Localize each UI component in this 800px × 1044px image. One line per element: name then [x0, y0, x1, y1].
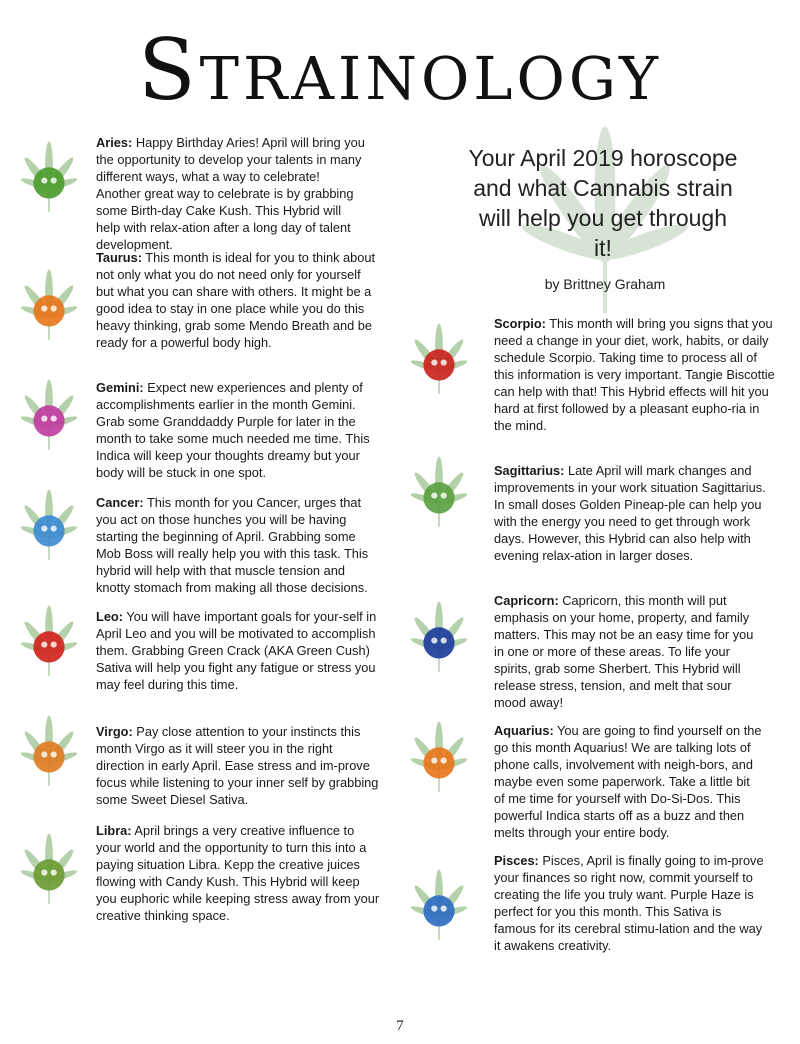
libra-scales-icon [10, 832, 88, 910]
sign-reading: This month will bring you signs that you need a change in your diet, work, habits, or daily schedule Scorpio. Taking time to process all of this information is very important. Tangie Biscottie can help with that! This Hybrid effects will hit you hard at first followed by a pleasant eupho-ria in the mind. [494, 316, 775, 433]
sign-reading: Pay close attention to your instincts this month Virgo as it will steer you in the right direction in early April. Ease stress and im-prove focus while listening to your inner self by grabbing some Sweet Diesel Sativa. [96, 724, 379, 807]
sign-name: Libra: [96, 823, 132, 838]
horoscope-text [96, 494, 381, 596]
sign-reading: This month is ideal for you to think about not only what you do not need only for yourself but what you can share with others. It might be a good idea to stay in one place while you do this heavy thinking, grab some Mendo Breath and be ready for a powerful body high. [96, 250, 376, 350]
article-headline: Your April 2019 horoscope and what Cannabis strain will help you get through it! [468, 145, 738, 261]
sign-reading: April brings a very creative influence to your world and the opportunity to turn this into a paying situation Libra. Kepp the creative juices flowing with Candy Kush. This Hybrid will keep you euphoric while keeping stress away from your creative thinking space. [96, 823, 380, 923]
horoscope-text [494, 462, 779, 564]
byline: by Brittney Graham [544, 276, 666, 292]
sign-reading: Late April will mark changes and improvements in your work situation Sagittarius. In small doses Golden Pineap-ple can help you with the energy you need to get through work days. However, this Hybrid can also help with evening relax-ation in larger doses. [494, 463, 766, 563]
sign-reading: Capricorn, this month will put emphasis on your home, property, and family matters. This may not be an easy time for you in one or more of these areas. To life your spirits, grab some Sherbert. This Hybrid will release stress, tension, and melt that sour mood away! [494, 593, 754, 710]
sign-reading: Expect new experiences and plenty of accomplishments earlier in the month Gemini. Grab some Granddaddy Purple for later in the month to take some much needed me time. This Indica will keep your thoughts dreamy but your body will be stuck in one spot. [96, 380, 370, 480]
virgo-maiden-icon [10, 714, 88, 792]
horoscope-text [96, 134, 366, 253]
horoscope-text [96, 249, 378, 351]
sign-name: Sagittarius: [494, 463, 565, 478]
page-number: 7 [396, 1018, 404, 1034]
horoscope-text [96, 608, 381, 693]
horoscope-text [494, 315, 776, 434]
horoscope-text [96, 822, 381, 924]
sign-name: Leo: [96, 609, 124, 624]
horoscope-text [494, 852, 764, 954]
sagittarius-archer-icon [400, 455, 478, 533]
horoscope-text [494, 722, 764, 841]
sign-name: Aries: [96, 135, 133, 150]
sign-name: Capricorn: [494, 593, 559, 608]
masthead-title: Strainology [138, 21, 662, 119]
sign-reading: Happy Birthday Aries! April will bring you the opportunity to develop your talents in many different ways, what a way to celebrate! Another great way to celebrate is by grabbing some Birth-day Cake Kush. This Hybrid will help with relax-ation after a long day of talent development. [96, 135, 365, 252]
gemini-twins-icon [10, 378, 88, 456]
capricorn-goat-icon [400, 600, 478, 678]
cancer-crab-icon [10, 488, 88, 566]
sign-name: Scorpio: [494, 316, 546, 331]
sign-name: Cancer: [96, 495, 144, 510]
sign-reading: This month for you Cancer, urges that you act on those hunches you will be having starting the beginning of April. Grabbing some Mob Boss will really help you with this task. This hybrid will help with that muscle tension and knotty stomach from making all those decisions. [96, 495, 369, 595]
sign-name: Taurus: [96, 250, 142, 265]
sign-reading: Pisces, April is finally going to im-prove your finances so right now, commit yourself to creating the life you truly want. Purple Haze is perfect for you this month. This Sativa is famous for its cerebral stimu-lation and the way it awakens creativity. [494, 853, 764, 953]
scorpio-scorpion-icon [400, 322, 478, 400]
sign-reading: You are going to find yourself on the go this month Aquarius! We are talking lots of phone calls, involvement with neigh-bors, and maybe even some paperwork. Take a little bit of me time for yourself with Do-Si-Dos. This powerful Indica starts off as a buzz and then melts through your entire body. [494, 723, 762, 840]
taurus-bull-icon [10, 268, 88, 346]
leo-lion-icon [10, 604, 88, 682]
aries-ram-icon [10, 140, 88, 218]
sign-reading: You will have important goals for your-self in April Leo and you will be motivated to accomplish them. Grabbing Green Crack (AKA Green Cush) Sativa will help you fight any fatigue or stress you may feel during this time. [96, 609, 377, 692]
aquarius-water-bearer-icon [400, 720, 478, 798]
horoscope-text [96, 379, 381, 481]
sign-name: Aquarius: [494, 723, 554, 738]
sign-name: Virgo: [96, 724, 133, 739]
pisces-fish-icon [400, 868, 478, 946]
sign-name: Gemini: [96, 380, 144, 395]
horoscope-text [494, 592, 764, 711]
sign-name: Pisces: [494, 853, 539, 868]
horoscope-text [96, 723, 381, 808]
